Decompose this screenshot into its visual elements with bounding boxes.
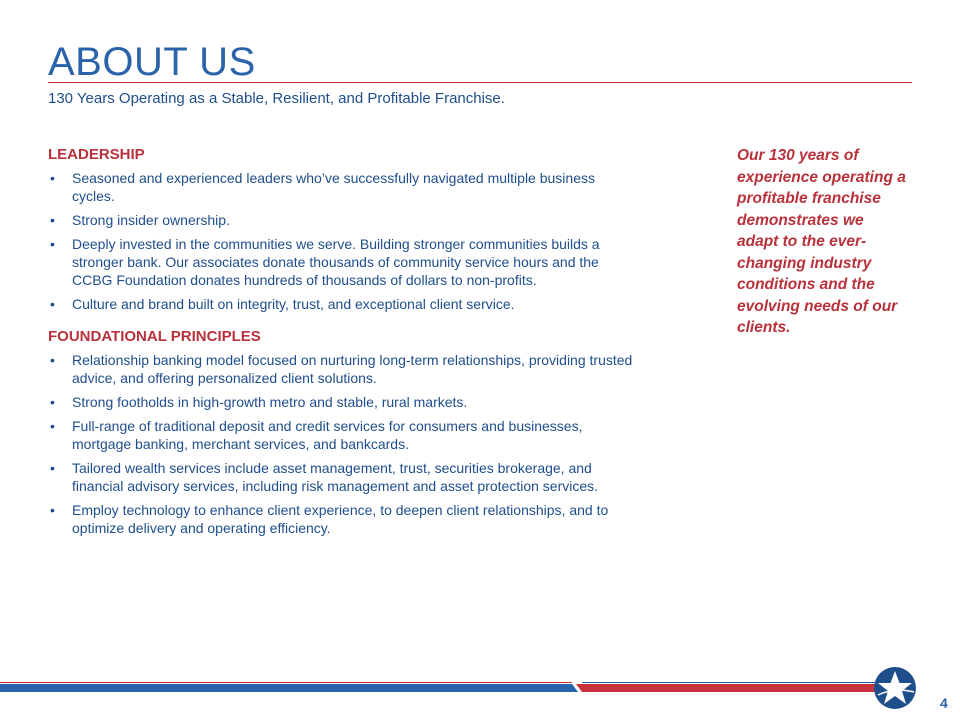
- list-item: [48, 211, 638, 229]
- list-item-text: Strong insider ownership.: [72, 212, 230, 228]
- page-number: 4: [940, 695, 948, 711]
- bullet-list: [48, 169, 638, 313]
- list-item-text: Tailored wealth services include asset management, trust, securities brokerage, and financial advisory services, including risk management and asset protection services.: [72, 460, 599, 494]
- list-item-text: Seasoned and experienced leaders who’ve successfully navigated multiple business cycles.: [72, 170, 595, 204]
- list-item-text: Employ technology to enhance client experience, to deepen client relationships, and to optimize delivery and operating efficiency.: [72, 502, 609, 536]
- list-item: [48, 295, 638, 313]
- bullet-icon: •: [50, 296, 55, 312]
- bullet-icon: •: [50, 460, 55, 476]
- bullet-icon: •: [50, 418, 55, 434]
- callout-quote: Our 130 years of experience operating a profitable franchise demonstrates we adapt to the ever-changing industry conditions and the evolving needs of our clients.: [737, 147, 906, 336]
- main-content: [48, 145, 638, 543]
- list-item-text: Strong footholds in high-growth metro and stable, rural markets.: [72, 394, 468, 410]
- list-item: [48, 459, 638, 495]
- page-title: ABOUT US: [48, 40, 256, 84]
- bullet-icon: •: [50, 236, 55, 252]
- section-foundational-principles: [48, 327, 638, 537]
- footer-stripe: [0, 682, 960, 696]
- list-item: [48, 417, 638, 453]
- bullet-icon: •: [50, 352, 55, 368]
- list-item: [48, 501, 638, 537]
- bullet-icon: •: [50, 394, 55, 410]
- list-item-text: Deeply invested in the communities we serve. Building stronger communities builds a stronger bank. Our associates donate thousands of community service hours and the CCBG Foundation donates hundreds of thousands of dollars to non-profits.: [72, 236, 600, 288]
- section-leadership: [48, 145, 638, 313]
- list-item: [48, 169, 638, 205]
- list-item-text: Culture and brand built on integrity, trust, and exceptional client service.: [72, 296, 515, 312]
- page-subtitle: 130 Years Operating as a Stable, Resilient, and Profitable Franchise.: [48, 90, 505, 107]
- star-badge-icon: [872, 665, 918, 711]
- bullet-icon: •: [50, 170, 55, 186]
- list-item: [48, 235, 638, 289]
- section-heading: LEADERSHIP: [48, 146, 145, 163]
- list-item: [48, 393, 638, 411]
- bullet-icon: •: [50, 502, 55, 518]
- bullet-icon: •: [50, 212, 55, 228]
- bullet-list: [48, 351, 638, 537]
- title-divider: [48, 82, 912, 83]
- list-item: [48, 351, 638, 387]
- list-item-text: Relationship banking model focused on nurturing long-term relationships, providing trusted advice, and offering personalized client solutions.: [72, 352, 633, 386]
- section-heading: FOUNDATIONAL PRINCIPLES: [48, 328, 261, 345]
- list-item-text: Full-range of traditional deposit and credit services for consumers and businesses, mortgage banking, merchant services, and bankcards.: [72, 418, 583, 452]
